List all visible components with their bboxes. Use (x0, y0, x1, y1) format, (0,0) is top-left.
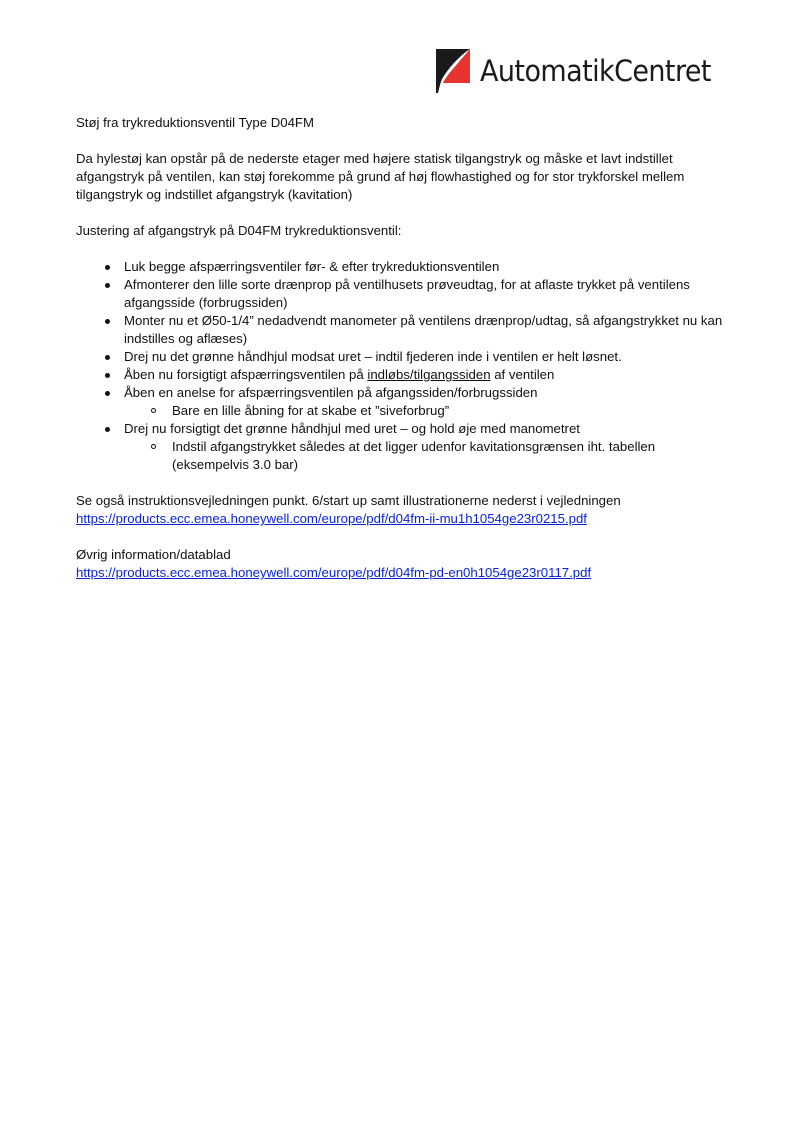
intro-paragraph: Da hylestøj kan opstår på de nederste etager med højere statisk tilgangstryk og måske et lavt indstillet afgangstryk på ventilen, kan støj forekomme på grund af høj flowhastighed og for stor trykforskel mellem tilgangstryk og indstillet afgangstryk (kavitation) (76, 151, 685, 202)
other-info-text: Øvrig information/datablad (76, 547, 231, 562)
datasheet-link[interactable]: https://products.ecc.emea.honeywell.com/europe/pdf/d04fm-pd-en0h1054ge23r0117.pdf (76, 565, 592, 580)
step-item (76, 366, 726, 384)
sub-list (124, 438, 726, 474)
step-item (76, 276, 726, 312)
sub-step-text: Bare en lille åbning for at skabe et ”siveforbrug” (172, 403, 450, 418)
sub-list (124, 402, 726, 420)
sub-step-text: Indstil afgangstrykket således at det ligger udenfor kavitationsgrænsen iht. tabellen (eksempelvis 3.0 bar) (172, 439, 656, 472)
step-text: Åben en anelse for afspærringsventilen på afgangssiden/forbrugssiden (124, 385, 538, 400)
logo-mark-icon (436, 49, 470, 93)
step-text: af ventilen (490, 367, 555, 382)
step-item (76, 312, 726, 348)
step-text: Drej nu det grønne håndhjul modsat uret – indtil fjederen inde i ventilen er helt løsnet. (124, 349, 622, 364)
step-text: Luk begge afspærringsventiler før- & efter trykreduktionsventilen (124, 259, 500, 274)
sub-step-item (124, 438, 726, 474)
document-body (76, 114, 726, 582)
step-text: Drej nu forsigtigt det grønne håndhjul med uret – og hold øje med manometret (124, 421, 580, 436)
step-item (76, 258, 726, 276)
step-underlined-text: indløbs/tilgangssiden (367, 367, 491, 382)
sub-step-item (124, 402, 726, 420)
manual-link[interactable]: https://products.ecc.emea.honeywell.com/europe/pdf/d04fm-ii-mu1h1054ge23r0215.pdf (76, 511, 587, 526)
company-logo (436, 49, 728, 93)
adjustment-heading: Justering af afgangstryk på D04FM trykreduktionsventil: (76, 223, 402, 238)
see-also-text: Se også instruktionsvejledningen punkt. 6/start up samt illustrationerne nederst i vejledningen (76, 493, 621, 508)
step-text: Åben nu forsigtigt afspærringsventilen på (124, 367, 368, 382)
step-item (76, 420, 726, 474)
step-text: Monter nu et Ø50-1/4” nedadvendt manometer på ventilens drænprop/udtag, så afgangstrykket nu kan indstilles og aflæses) (124, 313, 723, 346)
document-title: Støj fra trykreduktionsventil Type D04FM (76, 115, 314, 130)
logo-text: AutomatikCentret (480, 54, 711, 88)
step-text: Afmonterer den lille sorte drænprop på ventilhusets prøveudtag, for at aflaste trykket på ventilens afgangsside (forbrugssiden) (124, 277, 690, 310)
step-item (76, 384, 726, 420)
step-item (76, 348, 726, 366)
steps-list (76, 258, 726, 474)
